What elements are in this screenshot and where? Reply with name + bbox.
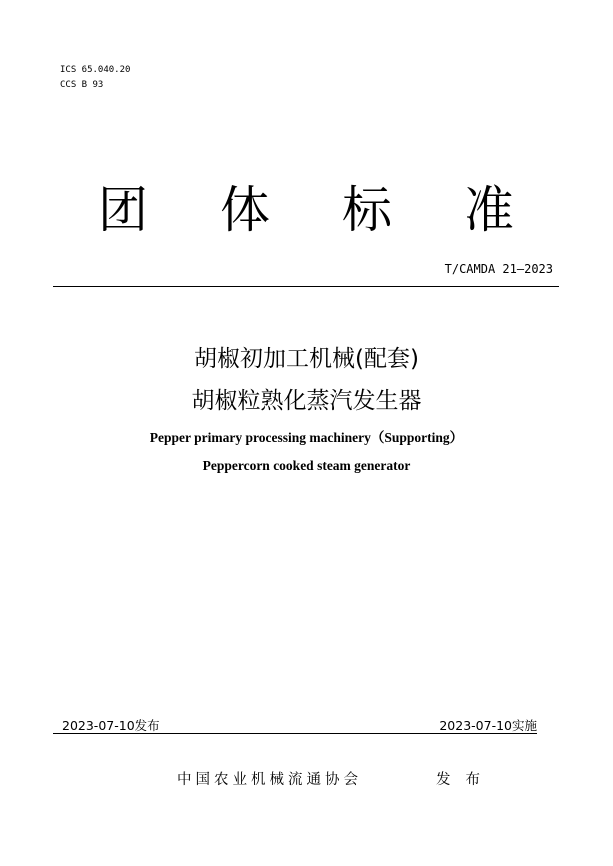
issue-date: 2023-07-10发布 — [62, 718, 160, 733]
standard-type-char-4: 准 — [464, 181, 514, 239]
standard-type-char-2: 体 — [220, 181, 270, 239]
standard-type-char-1: 团 — [98, 181, 148, 239]
ccs-code: CCS B 93 — [60, 80, 104, 90]
title-chinese-line-2: 胡椒粒熟化蒸汽发生器 — [191, 388, 422, 414]
publishing-organization: 中国农业机械流通协会 — [177, 772, 362, 788]
title-chinese-line-1: 胡椒初加工机械(配套) — [194, 346, 419, 372]
standard-type-char-3: 标 — [342, 181, 392, 239]
standard-number: T/CAMDA 21—2023 — [444, 262, 553, 276]
title-english-line-2: Peppercorn cooked steam generator — [202, 458, 411, 473]
title-english-line-1: Pepper primary processing machinery（Supporting） — [149, 430, 464, 445]
footer-divider — [53, 733, 537, 734]
ics-code: ICS 65.040.20 — [60, 65, 131, 75]
implementation-date: 2023-07-10实施 — [439, 718, 537, 733]
publish-label: 发布 — [436, 772, 495, 788]
header-divider — [53, 286, 559, 287]
